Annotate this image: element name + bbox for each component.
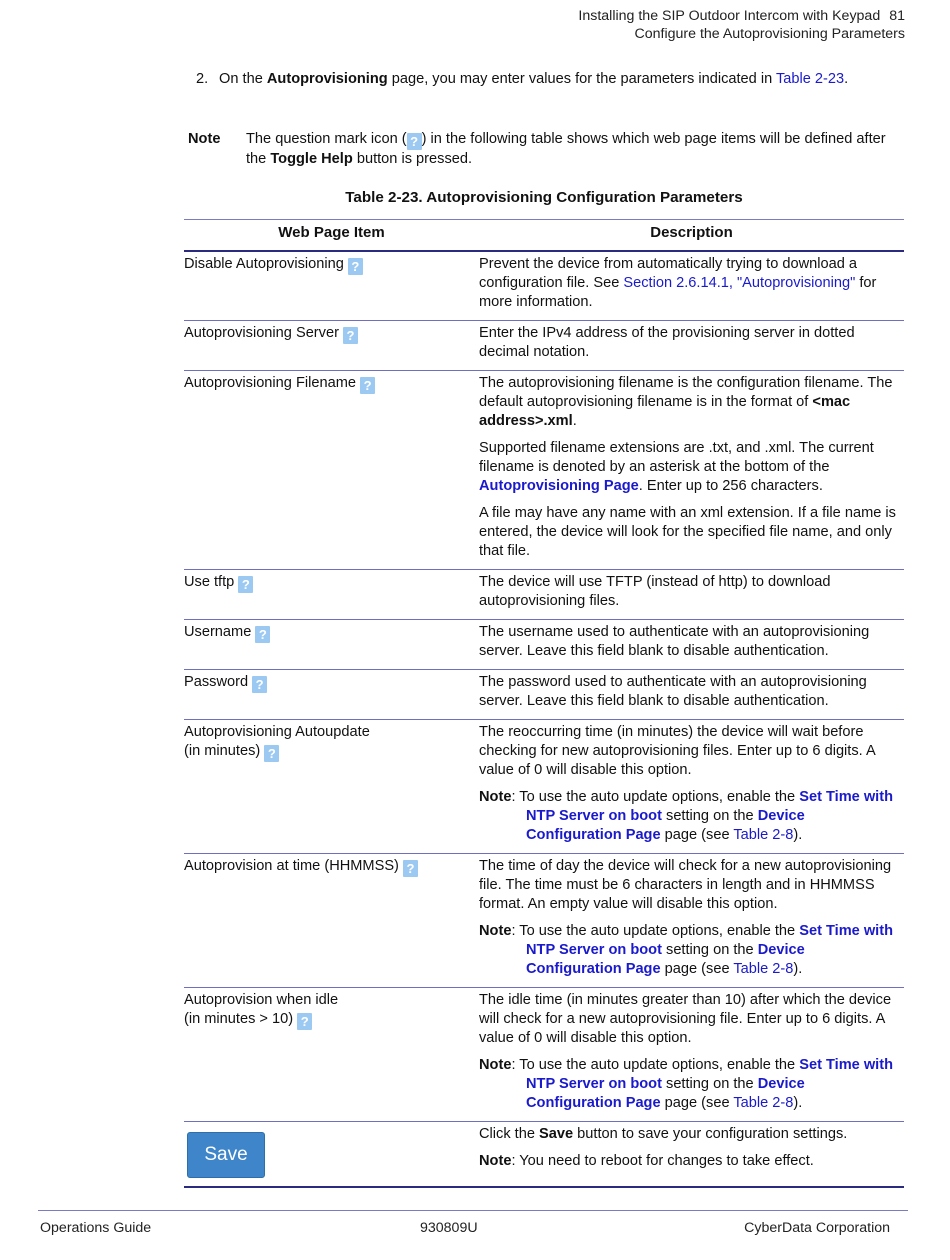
help-question-icon: ? [252,676,267,693]
description-cell: The idle time (in minutes greater than 10) after which the device will check for a new autoprovisioning file. Enter up to 6 digits. A value of 0 will disable this option. Note: To use the auto update options, enable the Set Time with NTP Server on boot setting on the Device Configuration Page page (see Table 2-8). [479,988,904,1122]
section-autoprovisioning-link[interactable]: Section 2.6.14.1, "Autoprovisioning" [623,275,856,291]
item-cell: Autoprovision when idle (in minutes > 10) ? [184,988,479,1122]
save-button[interactable]: Save [187,1132,265,1178]
set-time-ntp-link[interactable]: Set Time with NTP Server on boot [526,1057,894,1092]
ntp-note: Note: To use the auto update options, enable the Set Time with NTP Server on boot setting on the Device Configuration Page page (see Table 2-8). [479,789,894,843]
note-text: The question mark icon ( ? ) in the following table shows which web page items will be defined after the Toggle Help button is pressed. [246,131,886,167]
table-header-row [184,220,904,252]
set-time-ntp-link[interactable]: Set Time with NTP Server on boot [526,789,894,824]
table-row [184,1122,904,1188]
table-row [184,720,904,854]
column-header-description: Description [479,220,904,252]
step-number: 2. [196,71,209,87]
note-label: Note [188,131,221,147]
page-number: 81 [889,8,905,24]
description-cell: The autoprovisioning filename is the configuration filename. The default autoprovisioning filename is in the format of <mac address>.xml. Supported filename extensions are .txt, and .xml. The current filename is denoted by an asterisk at the bottom of the Autoprovisioning Page. Enter up to 256 characters. A file may have any name with an xml extension. If a file name is entered, the device will look for the specified file name, and only that file. [479,371,904,570]
ntp-note: Note: To use the auto update options, enable the Set Time with NTP Server on boot setting on the Device Configuration Page page (see Table 2-8). [479,1057,894,1111]
help-question-icon: ? [297,1013,312,1030]
device-configuration-page-link[interactable]: Device Configuration Page [526,1076,805,1111]
autoprovisioning-parameters-table [184,219,904,1188]
help-question-icon: ? [360,377,375,394]
table-row [184,988,904,1122]
footer-company: CyberData Corporation [744,1220,890,1236]
help-question-icon: ? [343,327,358,344]
header-chapter-title: Installing the SIP Outdoor Intercom with Keypad [578,8,881,24]
description-cell: The time of day the device will check for a new autoprovisioning file. The time must be 6 characters in length and in HHMMSS format. An empty value will disable this option. Note: To use the auto update options, enable the Set Time with NTP Server on boot setting on the Device Configuration Page page (see Table 2-8). [479,854,904,988]
help-question-icon: ? [264,745,279,762]
help-question-icon: ? [238,576,253,593]
header-section-title: Configure the Autoprovisioning Parameters [634,25,905,42]
autoprovisioning-page-link[interactable]: Autoprovisioning Page [479,478,639,494]
item-cell: Autoprovisioning Filename ? [184,371,479,570]
step-2 [196,70,906,89]
page-header [578,8,905,43]
item-cell [184,1122,479,1188]
table-2-8-link[interactable]: Table 2-8 [733,827,794,843]
item-cell: Use tftp ? [184,570,479,620]
description-cell: The username used to authenticate with an autoprovisioning server. Leave this field blank to disable authentication. [479,620,904,670]
description-cell: The password used to authenticate with an autoprovisioning server. Leave this field blank to disable authentication. [479,670,904,720]
description-cell: The device will use TFTP (instead of http) to download autoprovisioning files. [479,570,904,620]
item-cell: Autoprovisioning Autoupdate (in minutes) ? [184,720,479,854]
description-cell: Enter the IPv4 address of the provisioning server in dotted decimal notation. [479,321,904,371]
ntp-note: Note: To use the auto update options, enable the Set Time with NTP Server on boot setting on the Device Configuration Page page (see Table 2-8). [479,923,894,977]
table-row [184,670,904,720]
item-cell: Password ? [184,670,479,720]
question-mark-icon: ? [407,133,422,150]
table-row [184,570,904,620]
device-configuration-page-link[interactable]: Device Configuration Page [526,942,805,977]
description-cell: Prevent the device from automatically trying to download a configuration file. See Section 2.6.14.1, "Autoprovisioning" for more information. [479,251,904,321]
column-header-web-page-item: Web Page Item [184,220,479,252]
item-cell: Autoprovisioning Server ? [184,321,479,371]
footer-document-title: Operations Guide [40,1220,152,1236]
device-configuration-page-link[interactable]: Device Configuration Page [526,808,805,843]
item-cell: Disable Autoprovisioning ? [184,251,479,321]
table-2-8-link[interactable]: Table 2-8 [733,961,794,977]
help-question-icon: ? [348,258,363,275]
help-question-icon: ? [403,860,418,877]
item-cell: Username ? [184,620,479,670]
description-cell: Click the Save button to save your configuration settings. Note: You need to reboot for changes to take effect. [479,1122,904,1188]
description-cell: The reoccurring time (in minutes) the device will wait before checking for new autoprovisioning files. Enter up to 6 digits. A value of 0 will disable this option. Note: To use the auto update options, enable the Set Time with NTP Server on boot setting on the Device Configuration Page page (see Table 2-8). [479,720,904,854]
table-caption: Table 2-23. Autoprovisioning Configuration Parameters [345,189,743,206]
set-time-ntp-link[interactable]: Set Time with NTP Server on boot [526,923,894,958]
table-row [184,321,904,371]
footer-document-number: 930809U [420,1220,478,1236]
table-2-8-link[interactable]: Table 2-8 [733,1095,794,1111]
table-row [184,854,904,988]
help-question-icon: ? [255,626,270,643]
footer-divider [38,1210,908,1211]
table-2-23-link[interactable]: Table 2-23 [775,71,845,87]
table-row [184,620,904,670]
help-icon-note [188,130,906,169]
step-text: On the Autoprovisioning page, you may enter values for the parameters indicated in Table 2-23. [219,71,849,87]
table-row [184,371,904,570]
table-row [184,251,904,321]
item-cell: Autoprovision at time (HHMMSS) ? [184,854,479,988]
